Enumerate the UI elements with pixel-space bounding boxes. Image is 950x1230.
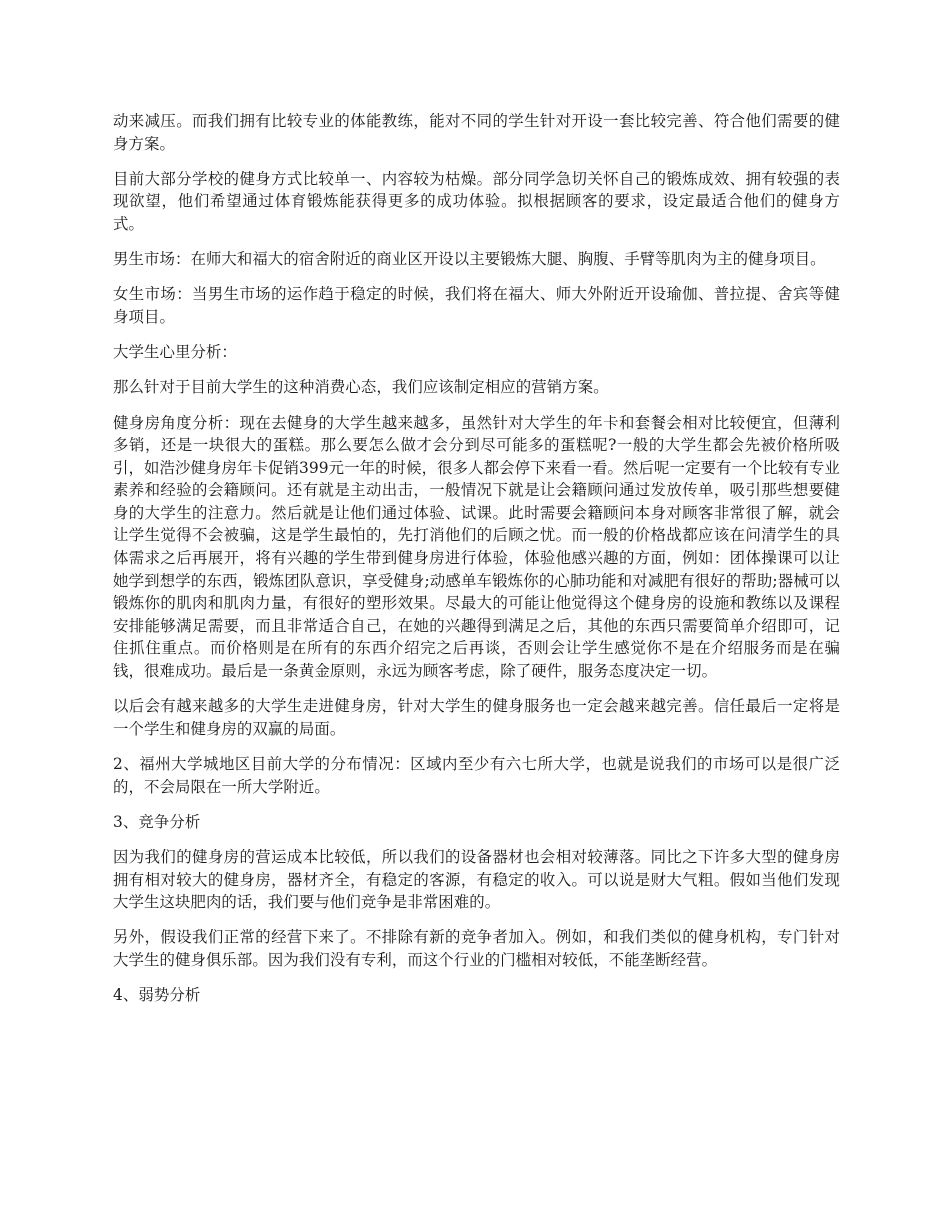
paragraph-2: 目前大部分学校的健身方式比较单一、内容较为枯燥。部分同学急切关怀自己的锻炼成效、拥有较强的表现欲望，他们希望通过体育锻炼能获得更多的成功体验。拟根据顾客的要求，设定最适合他们的健身方式。 bbox=[113, 169, 840, 233]
paragraph-marketing-plan: 那么针对于目前大学生的这种消费心态，我们应该制定相应的营销方案。 bbox=[113, 378, 609, 397]
paragraph-competition-2: 另外，假设我们正常的经营下来了。不排除有新的竞争者加入。例如，和我们类似的健身机构，专门针对大学生的健身俱乐部。因为我们没有专利，而这个行业的门槛相对较低，不能垄断经营。 bbox=[113, 928, 840, 969]
paragraph-female-market: 女生市场：当男生市场的运作趋于稳定的时候，我们将在福大、师大外附近开设瑜伽、普拉提、舍宾等健身项目。 bbox=[113, 285, 840, 326]
paragraph-male-market: 男生市场：在师大和福大的宿舍附近的商业区开设以主要锻炼大腿、胸腹、手臂等肌肉为主的健身项目。 bbox=[113, 250, 826, 269]
heading-student-psychology: 大学生心里分析： bbox=[113, 343, 237, 362]
paragraph-university-distribution: 2、福州大学城地区目前大学的分布情况：区域内至少有六七所大学，也就是说我们的市场可以是很广泛的，不会局限在一所大学附近。 bbox=[113, 755, 840, 796]
paragraph-gym-analysis: 健身房角度分析：现在去健身的大学生越来越多，虽然针对大学生的年卡和套餐会相对比较便宜，但薄利多销，还是一块很大的蛋糕。那么要怎么做才会分到尽可能多的蛋糕呢?一般的大学生都会先被价格所吸引，如浩沙健身房年卡促销399元一年的时候，很多人都会停下来看一看。然后呢一定要有一个比较有专业素养和经验的会籍顾问。还有就是主动出击，一般情况下就是让会籍顾问通过发放传单，吸引那些想要健身的大学生的注意力。然后就是让他们通过体验、试课。此时需要会籍顾问本身对顾客非常很了解，就会让学生觉得不会被骗，这是学生最怕的，先打消他们的后顾之忧。而一般的价格战都应该在问清学生的具体需求之后再展开，将有兴趣的学生带到健身房进行体验，体验他感兴趣的方面，例如：团体操课可以让她学到想学的东西，锻炼团队意识，享受健身;动感单车锻炼你的心肺功能和对减肥有很好的帮助;器械可以锻炼你的肌肉和肌肉力量，有很好的塑形效果。尽最大的可能让他觉得这个健身房的设施和教练以及课程安排能够满足需要，而且非常适合自己，在她的兴趣得到满足之后，其他的东西只需要简单介绍即可，记住抓住重点。而价格则是在所有的东西介绍完之后再谈，否则会让学生感觉你不是在介绍服务而是在骗钱，很难成功。最后是一条黄金原则，永远为顾客考虑，除了硬件，服务态度决定一切。 bbox=[113, 413, 840, 681]
heading-weakness-analysis: 4、弱势分析 bbox=[113, 986, 201, 1005]
paragraph-1: 动来减压。而我们拥有比较专业的体能教练，能对不同的学生针对开设一套比较完善、符合他们需要的健身方案。 bbox=[113, 112, 840, 153]
paragraph-future-outlook: 以后会有越来越多的大学生走进健身房，针对大学生的健身服务也一定会越来越完善。信任最后一定将是一个学生和健身房的双赢的局面。 bbox=[113, 697, 840, 738]
heading-competition-analysis: 3、竞争分析 bbox=[113, 812, 201, 831]
document-page bbox=[113, 110, 840, 1019]
paragraph-competition-1: 因为我们的健身房的营运成本比较低，所以我们的设备器材也会相对较薄落。同比之下许多大型的健身房拥有相对较大的健身房，器材齐全，有稳定的客源，有稳定的收入。可以说是财大气粗。假如当他们发现大学生这块肥肉的话，我们要与他们竞争是非常困难的。 bbox=[113, 847, 840, 912]
